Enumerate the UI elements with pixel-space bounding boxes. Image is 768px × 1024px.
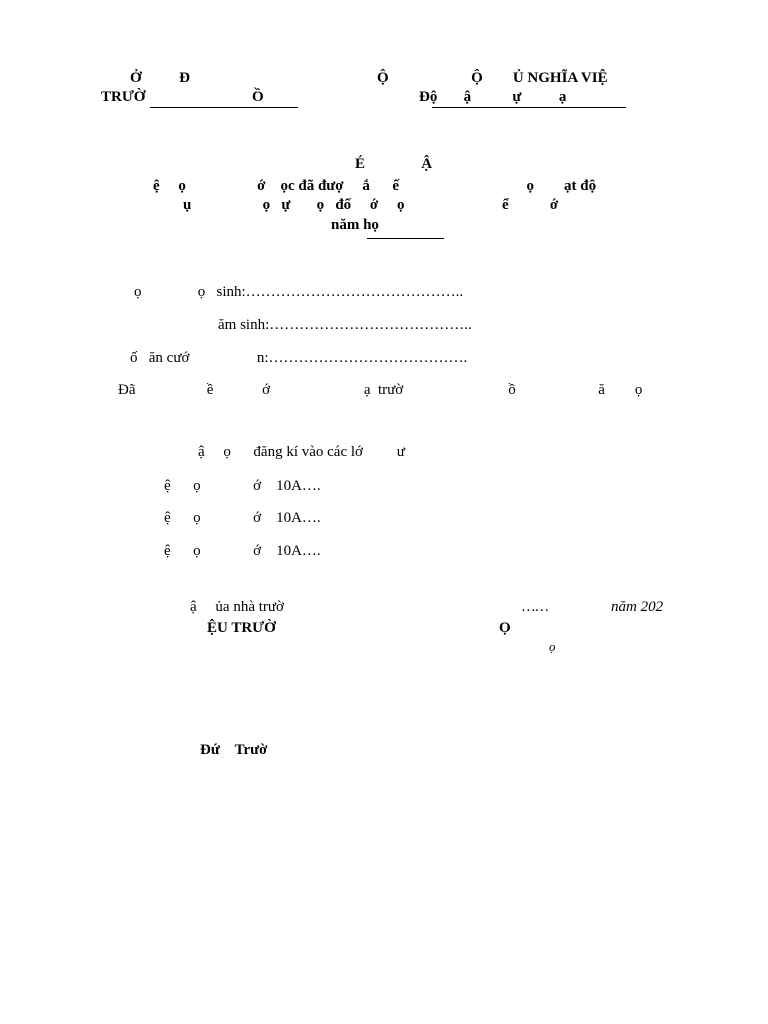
birth-year-field: ăm sinh:………………………………….. xyxy=(218,317,472,333)
principal-title: ỆU TRƯỜ xyxy=(207,620,276,636)
passed-statement: Đã ề ớ ạ trườ ồ ă ọ xyxy=(118,382,643,398)
document-title: É Ậ xyxy=(355,156,433,172)
date-year: năm 202 xyxy=(611,599,664,615)
header-school-tail: Ồ xyxy=(252,89,264,105)
document-subtitle-line2: ụ ọ ự ọ đố ớ ọ ể ớ xyxy=(183,197,559,213)
class-choice-2: ệ ọ ớ 10A…. xyxy=(164,510,321,526)
id-number-field: ố ăn cướ n:…………………………………. xyxy=(130,350,468,366)
student-name-field: ọ ọ sinh:…………………………………….. xyxy=(134,284,467,300)
school-confirmation: ậ ủa nhà trườ xyxy=(190,599,284,615)
signature-note: ọ xyxy=(549,639,556,654)
header-school-label: TRƯỜ xyxy=(101,89,146,105)
student-signature-title: Ọ xyxy=(499,620,511,636)
date-dots: …… xyxy=(522,599,549,615)
header-motto: Độ ậ ự ạ xyxy=(419,89,567,105)
school-year-underline xyxy=(367,238,444,239)
header-school-underline xyxy=(150,107,298,108)
class-choice-1: ệ ọ ớ 10A…. xyxy=(164,478,321,494)
header-motto-underline xyxy=(432,107,626,108)
stamp-signature: Đứ Trườ xyxy=(200,742,268,758)
class-choice-3: ệ ọ ớ 10A…. xyxy=(164,543,321,559)
registration-heading: ậ ọ đăng kí vào các lớ ư xyxy=(198,444,405,460)
header-department: Ở Đ xyxy=(130,70,190,86)
school-year-label: năm họ xyxy=(331,217,379,233)
header-national-title: Ộ Ộ Ủ NGHĨA VIỆ xyxy=(377,70,608,86)
document-subtitle-line1: ệ ọ ớ ọc đã đượ ắ ế ọ ạt độ xyxy=(153,178,597,194)
